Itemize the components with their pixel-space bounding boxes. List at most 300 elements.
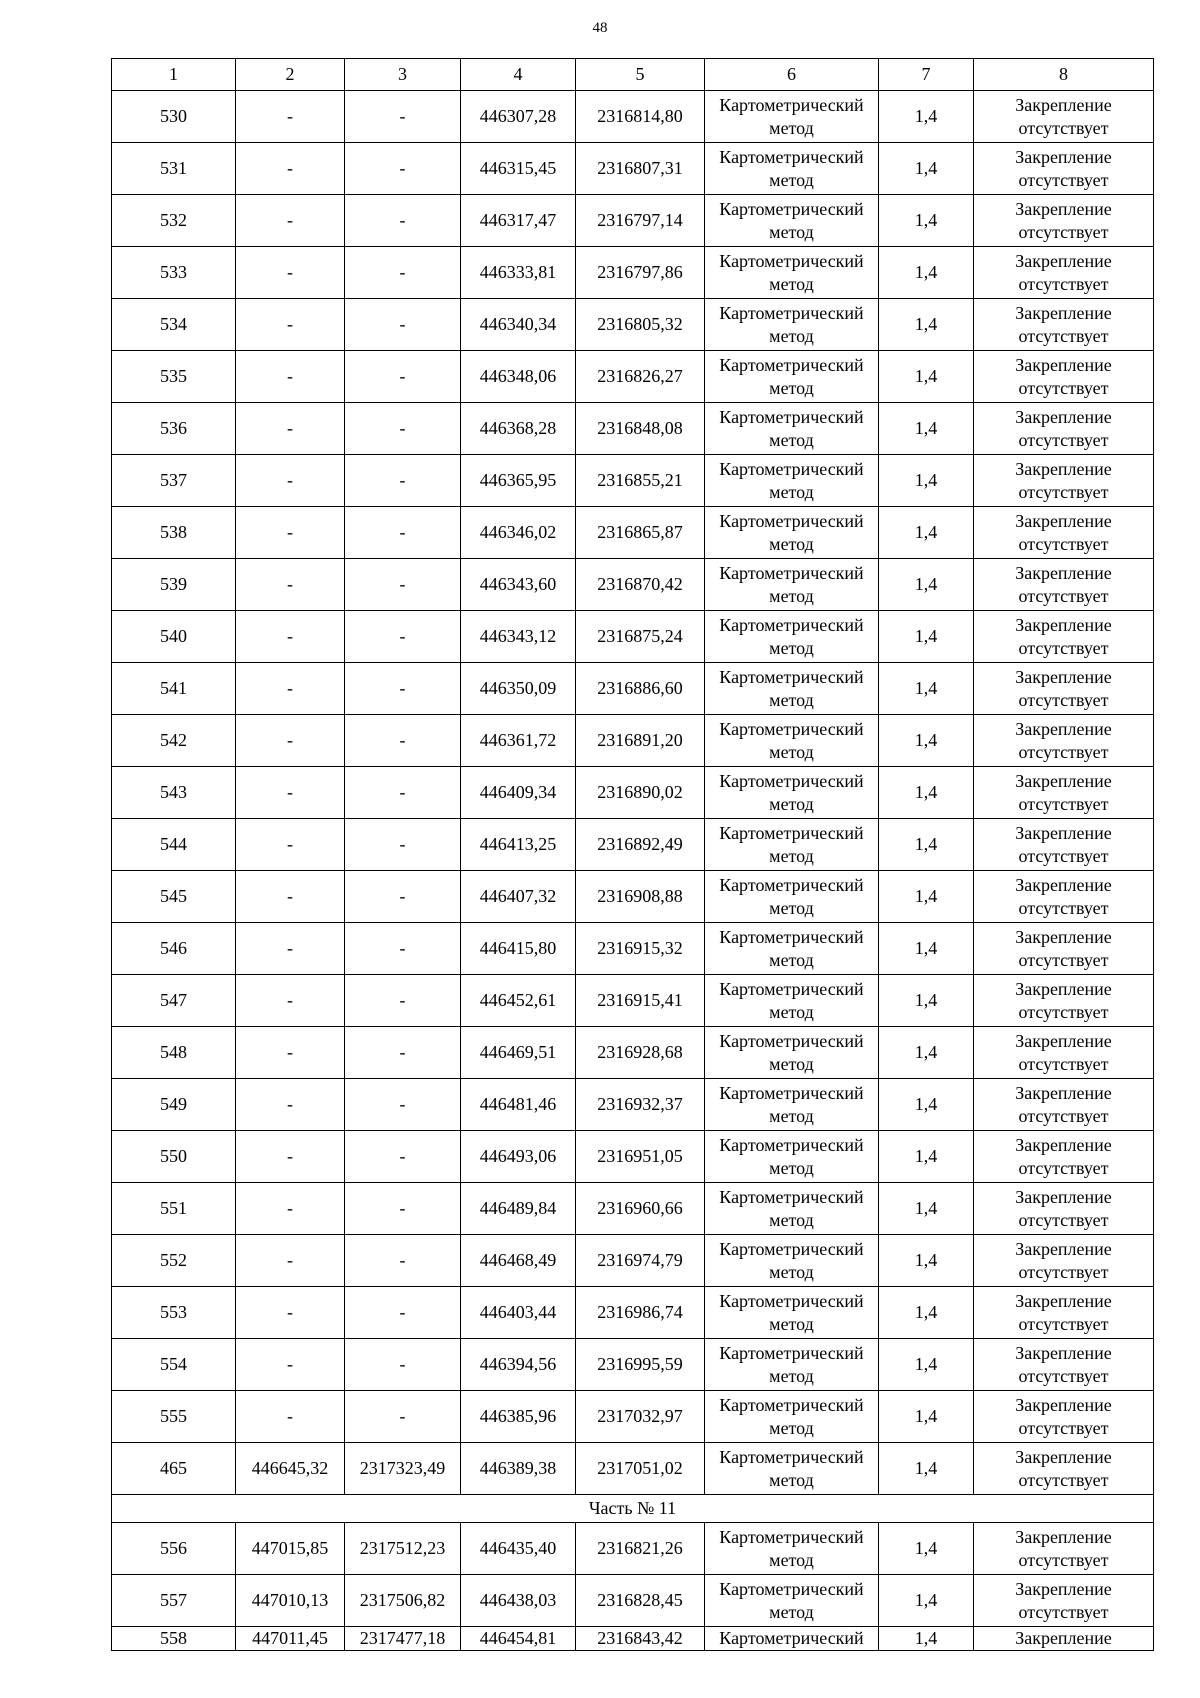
- new-x: 446452,61: [461, 975, 576, 1027]
- table-row: [112, 143, 1154, 195]
- new-x: 446415,80: [461, 923, 576, 975]
- old-y: -: [345, 1027, 461, 1079]
- new-y: 2316805,32: [576, 299, 705, 351]
- table-row: [112, 351, 1154, 403]
- accuracy-cell: 1,4: [879, 403, 974, 455]
- method-cell-line: метод: [769, 481, 814, 502]
- table-row: [112, 455, 1154, 507]
- old-y: -: [345, 559, 461, 611]
- old-y: -: [345, 143, 461, 195]
- fixation-cell-line: отсутствует: [1018, 1549, 1109, 1570]
- new-x: 446348,06: [461, 351, 576, 403]
- method-cell: [705, 1131, 879, 1183]
- fixation-cell-line: отсутствует: [1018, 897, 1109, 918]
- old-x: -: [236, 143, 345, 195]
- point-number: 533: [112, 247, 236, 299]
- old-y: -: [345, 351, 461, 403]
- new-x: 446343,60: [461, 559, 576, 611]
- column-header: 8: [974, 59, 1154, 91]
- point-number: 541: [112, 663, 236, 715]
- method-cell-line: Картометрический: [719, 1030, 864, 1051]
- new-x: 446481,46: [461, 1079, 576, 1131]
- fixation-cell: [974, 247, 1154, 299]
- accuracy-cell: 1,4: [879, 351, 974, 403]
- method-cell-line: метод: [769, 793, 814, 814]
- new-y: 2316932,37: [576, 1079, 705, 1131]
- new-y: 2316828,45: [576, 1575, 705, 1627]
- accuracy-cell: 1,4: [879, 195, 974, 247]
- method-cell: [705, 923, 879, 975]
- fixation-cell-line: Закрепление: [1015, 1030, 1112, 1051]
- old-x: 447015,85: [236, 1523, 345, 1575]
- fixation-cell-line: отсутствует: [1018, 1365, 1109, 1386]
- method-cell-line: Картометрический: [719, 562, 864, 583]
- accuracy-cell: 1,4: [879, 455, 974, 507]
- old-x: -: [236, 1287, 345, 1339]
- method-cell: [705, 1235, 879, 1287]
- table-row: [112, 1391, 1154, 1443]
- point-number: 546: [112, 923, 236, 975]
- column-header: 4: [461, 59, 576, 91]
- new-y: 2316915,32: [576, 923, 705, 975]
- old-y: -: [345, 923, 461, 975]
- fixation-cell-line: Закрепление: [1015, 562, 1112, 583]
- method-cell-line: Картометрический: [719, 1238, 864, 1259]
- accuracy-cell: 1,4: [879, 923, 974, 975]
- old-y: -: [345, 767, 461, 819]
- fixation-cell-line: Закрепление: [1015, 1446, 1112, 1467]
- fixation-cell-line: отсутствует: [1018, 793, 1109, 814]
- method-cell: [705, 1027, 879, 1079]
- fixation-cell-line: Закрепление: [1015, 458, 1112, 479]
- old-y: -: [345, 403, 461, 455]
- method-cell-line: метод: [769, 741, 814, 762]
- table-row: [112, 975, 1154, 1027]
- method-cell: [705, 1339, 879, 1391]
- method-cell-line: метод: [769, 1105, 814, 1126]
- new-y: 2316960,66: [576, 1183, 705, 1235]
- new-x: 446385,96: [461, 1391, 576, 1443]
- fixation-cell: [974, 663, 1154, 715]
- method-cell-line: Картометрический: [719, 146, 864, 167]
- method-cell-line: метод: [769, 1601, 814, 1622]
- point-number: 555: [112, 1391, 236, 1443]
- method-cell-line: Картометрический: [719, 1186, 864, 1207]
- method-cell-line: метод: [769, 689, 814, 710]
- method-cell-line: метод: [769, 1001, 814, 1022]
- old-y: -: [345, 715, 461, 767]
- old-x: -: [236, 923, 345, 975]
- fixation-cell-line: Закрепление: [1015, 1082, 1112, 1103]
- old-y: -: [345, 195, 461, 247]
- fixation-cell-line: отсутствует: [1018, 637, 1109, 658]
- fixation-cell-line: отсутствует: [1018, 1469, 1109, 1490]
- old-y: -: [345, 455, 461, 507]
- table-row: [112, 1339, 1154, 1391]
- table-row: [112, 611, 1154, 663]
- accuracy-cell: 1,4: [879, 611, 974, 663]
- fixation-cell-line: Закрепление: [1015, 1578, 1112, 1599]
- method-cell-line: метод: [769, 1549, 814, 1570]
- point-number: 556: [112, 1523, 236, 1575]
- point-number: 540: [112, 611, 236, 663]
- method-cell-line: Картометрический: [719, 406, 864, 427]
- method-cell: [705, 1523, 879, 1575]
- old-x: -: [236, 1027, 345, 1079]
- table-row: [112, 559, 1154, 611]
- old-x: -: [236, 195, 345, 247]
- column-header: 7: [879, 59, 974, 91]
- old-x: -: [236, 1339, 345, 1391]
- table-row: [112, 819, 1154, 871]
- new-x: 446333,81: [461, 247, 576, 299]
- new-y: 2316875,24: [576, 611, 705, 663]
- old-y: -: [345, 663, 461, 715]
- new-y: 2316855,21: [576, 455, 705, 507]
- point-number: 536: [112, 403, 236, 455]
- method-cell: [705, 559, 879, 611]
- point-number: 545: [112, 871, 236, 923]
- accuracy-cell: 1,4: [879, 1627, 974, 1651]
- method-cell-line: Картометрический: [719, 250, 864, 271]
- method-cell: [705, 1183, 879, 1235]
- table-row: [112, 923, 1154, 975]
- fixation-cell: [974, 767, 1154, 819]
- point-number: 547: [112, 975, 236, 1027]
- coordinates-table: [111, 58, 1154, 1651]
- fixation-cell-line: отсутствует: [1018, 169, 1109, 190]
- method-cell-line: Картометрический: [719, 1578, 864, 1599]
- table-row: [112, 1443, 1154, 1495]
- new-x: 446389,38: [461, 1443, 576, 1495]
- fixation-cell: [974, 715, 1154, 767]
- accuracy-cell: 1,4: [879, 1391, 974, 1443]
- accuracy-cell: 1,4: [879, 1523, 974, 1575]
- old-x: -: [236, 91, 345, 143]
- fixation-cell-line: Закрепление: [1015, 770, 1112, 791]
- method-cell-line: Картометрический: [719, 718, 864, 739]
- old-x: -: [236, 975, 345, 1027]
- fixation-cell: [974, 611, 1154, 663]
- accuracy-cell: 1,4: [879, 1443, 974, 1495]
- method-cell: [705, 247, 879, 299]
- fixation-cell-line: Закрепление: [1015, 302, 1112, 323]
- method-cell: [705, 871, 879, 923]
- new-y: 2316995,59: [576, 1339, 705, 1391]
- old-x: -: [236, 611, 345, 663]
- method-cell-line: Картометрический: [719, 978, 864, 999]
- accuracy-cell: 1,4: [879, 1287, 974, 1339]
- fixation-cell: [974, 923, 1154, 975]
- accuracy-cell: 1,4: [879, 1183, 974, 1235]
- fixation-cell: [974, 1523, 1154, 1575]
- method-cell: [705, 351, 879, 403]
- method-cell-line: Картометрический: [719, 94, 864, 115]
- new-y: 2316848,08: [576, 403, 705, 455]
- method-cell-line: Картометрический: [719, 302, 864, 323]
- new-x: 446365,95: [461, 455, 576, 507]
- fixation-cell-line: отсутствует: [1018, 949, 1109, 970]
- old-x: -: [236, 1183, 345, 1235]
- new-y: 2316974,79: [576, 1235, 705, 1287]
- method-cell: [705, 91, 879, 143]
- fixation-cell-line: отсутствует: [1018, 741, 1109, 762]
- old-y: -: [345, 611, 461, 663]
- column-header: 5: [576, 59, 705, 91]
- fixation-cell-line: отсутствует: [1018, 689, 1109, 710]
- fixation-cell-line: Закрепление: [1015, 510, 1112, 531]
- accuracy-cell: 1,4: [879, 299, 974, 351]
- new-y: 2316890,02: [576, 767, 705, 819]
- method-cell-line: Картометрический: [719, 458, 864, 479]
- point-number: 531: [112, 143, 236, 195]
- new-y: 2316807,31: [576, 143, 705, 195]
- method-cell-line: метод: [769, 377, 814, 398]
- old-y: -: [345, 247, 461, 299]
- method-cell: [705, 455, 879, 507]
- fixation-cell-line: отсутствует: [1018, 1157, 1109, 1178]
- point-number: 465: [112, 1443, 236, 1495]
- new-x: 446346,02: [461, 507, 576, 559]
- fixation-cell-line: Закрепление: [1015, 978, 1112, 999]
- old-x: -: [236, 819, 345, 871]
- method-cell-line: Картометрический: [719, 354, 864, 375]
- fixation-cell: [974, 1183, 1154, 1235]
- old-x: -: [236, 1079, 345, 1131]
- table-row: [112, 1131, 1154, 1183]
- fixation-cell-line: отсутствует: [1018, 429, 1109, 450]
- fixation-cell-line: отсутствует: [1018, 273, 1109, 294]
- method-cell-line: метод: [769, 429, 814, 450]
- point-number: 544: [112, 819, 236, 871]
- method-cell-line: метод: [769, 273, 814, 294]
- table-row: [112, 767, 1154, 819]
- table-row: [112, 871, 1154, 923]
- old-x: 447011,45: [236, 1627, 345, 1651]
- new-x: 446361,72: [461, 715, 576, 767]
- old-y: 2317506,82: [345, 1575, 461, 1627]
- section-label: Часть № 11: [112, 1495, 1154, 1523]
- column-header: 2: [236, 59, 345, 91]
- point-number: 530: [112, 91, 236, 143]
- fixation-cell-line: Закрепление: [1015, 250, 1112, 271]
- table-row: [112, 715, 1154, 767]
- fixation-cell-line: отсутствует: [1018, 533, 1109, 554]
- method-cell-line: метод: [769, 1417, 814, 1438]
- accuracy-cell: 1,4: [879, 1339, 974, 1391]
- accuracy-cell: 1,4: [879, 663, 974, 715]
- old-x: -: [236, 663, 345, 715]
- method-cell-line: метод: [769, 637, 814, 658]
- fixation-cell: [974, 1339, 1154, 1391]
- new-y: 2316797,86: [576, 247, 705, 299]
- method-cell-line: метод: [769, 1209, 814, 1230]
- new-y: 2316870,42: [576, 559, 705, 611]
- fixation-cell-line: отсутствует: [1018, 377, 1109, 398]
- new-y: 2316843,42: [576, 1627, 705, 1651]
- method-cell-line: метод: [769, 897, 814, 918]
- table-row: [112, 91, 1154, 143]
- method-cell: [705, 1443, 879, 1495]
- point-number: 535: [112, 351, 236, 403]
- accuracy-cell: 1,4: [879, 975, 974, 1027]
- old-y: 2317477,18: [345, 1627, 461, 1651]
- new-x: 446438,03: [461, 1575, 576, 1627]
- method-cell-line: Картометрический: [719, 1446, 864, 1467]
- accuracy-cell: 1,4: [879, 819, 974, 871]
- fixation-cell: [974, 507, 1154, 559]
- method-cell: [705, 507, 879, 559]
- point-number: 534: [112, 299, 236, 351]
- fixation-cell-line: Закрепление: [1015, 1290, 1112, 1311]
- method-cell: [705, 403, 879, 455]
- table-row: [112, 403, 1154, 455]
- method-cell-line: метод: [769, 1313, 814, 1334]
- old-y: -: [345, 1235, 461, 1287]
- new-x: 446469,51: [461, 1027, 576, 1079]
- old-x: -: [236, 1235, 345, 1287]
- fixation-cell-line: отсутствует: [1018, 1601, 1109, 1622]
- fixation-cell-line: Закрепление: [1015, 822, 1112, 843]
- point-number: 549: [112, 1079, 236, 1131]
- fixation-cell-line: Закрепление: [1015, 94, 1112, 115]
- point-number: 532: [112, 195, 236, 247]
- new-y: 2316891,20: [576, 715, 705, 767]
- new-y: 2316797,14: [576, 195, 705, 247]
- old-x: -: [236, 767, 345, 819]
- method-cell-line: метод: [769, 1261, 814, 1282]
- fixation-cell-line: отсутствует: [1018, 1209, 1109, 1230]
- fixation-cell: [974, 1235, 1154, 1287]
- fixation-cell-line: Закрепление: [1015, 406, 1112, 427]
- table-row: [112, 247, 1154, 299]
- new-y: 2317051,02: [576, 1443, 705, 1495]
- old-x: -: [236, 871, 345, 923]
- accuracy-cell: 1,4: [879, 1131, 974, 1183]
- fixation-cell: [974, 1027, 1154, 1079]
- method-cell: [705, 715, 879, 767]
- new-x: 446489,84: [461, 1183, 576, 1235]
- method-cell-line: метод: [769, 845, 814, 866]
- table-row: [112, 299, 1154, 351]
- fixation-cell: [974, 195, 1154, 247]
- old-x: -: [236, 247, 345, 299]
- method-cell-line: метод: [769, 117, 814, 138]
- fixation-cell: [974, 143, 1154, 195]
- fixation-cell-line: Закрепление: [1015, 1238, 1112, 1259]
- method-cell: [705, 1391, 879, 1443]
- accuracy-cell: 1,4: [879, 1235, 974, 1287]
- old-x: -: [236, 559, 345, 611]
- new-x: 446409,34: [461, 767, 576, 819]
- point-number: 542: [112, 715, 236, 767]
- new-x: 446407,32: [461, 871, 576, 923]
- accuracy-cell: 1,4: [879, 767, 974, 819]
- method-cell: [705, 767, 879, 819]
- fixation-cell: [974, 871, 1154, 923]
- fixation-cell: Закрепление: [974, 1627, 1154, 1651]
- method-cell-line: метод: [769, 949, 814, 970]
- fixation-cell: [974, 1131, 1154, 1183]
- point-number: 558: [112, 1627, 236, 1651]
- fixation-cell: [974, 91, 1154, 143]
- accuracy-cell: 1,4: [879, 143, 974, 195]
- new-y: 2316886,60: [576, 663, 705, 715]
- new-x: 446343,12: [461, 611, 576, 663]
- table-row: [112, 1183, 1154, 1235]
- column-header: 6: [705, 59, 879, 91]
- method-cell-line: метод: [769, 169, 814, 190]
- new-x: 446403,44: [461, 1287, 576, 1339]
- new-y: 2316951,05: [576, 1131, 705, 1183]
- new-x: 446315,45: [461, 143, 576, 195]
- fixation-cell: [974, 1079, 1154, 1131]
- old-y: -: [345, 1183, 461, 1235]
- old-x: -: [236, 351, 345, 403]
- table-row: [112, 195, 1154, 247]
- table-row: [112, 1027, 1154, 1079]
- fixation-cell: [974, 299, 1154, 351]
- method-cell-line: Картометрический: [719, 770, 864, 791]
- section-row: [112, 1495, 1154, 1523]
- fixation-cell-line: Закрепление: [1015, 874, 1112, 895]
- fixation-cell: [974, 455, 1154, 507]
- fixation-cell-line: Закрепление: [1015, 1526, 1112, 1547]
- old-y: -: [345, 975, 461, 1027]
- method-cell-line: метод: [769, 1469, 814, 1490]
- fixation-cell-line: Закрепление: [1015, 718, 1112, 739]
- point-number: 548: [112, 1027, 236, 1079]
- method-cell-line: метод: [769, 1053, 814, 1074]
- fixation-cell-line: отсутствует: [1018, 1417, 1109, 1438]
- table-row: [112, 1523, 1154, 1575]
- new-y: 2316865,87: [576, 507, 705, 559]
- method-cell-line: метод: [769, 1157, 814, 1178]
- fixation-cell: [974, 403, 1154, 455]
- new-x: 446350,09: [461, 663, 576, 715]
- fixation-cell-line: отсутствует: [1018, 117, 1109, 138]
- new-x: 446307,28: [461, 91, 576, 143]
- old-x: 446645,32: [236, 1443, 345, 1495]
- accuracy-cell: 1,4: [879, 91, 974, 143]
- method-cell-line: метод: [769, 533, 814, 554]
- new-x: 446454,81: [461, 1627, 576, 1651]
- new-y: 2316814,80: [576, 91, 705, 143]
- page-number: 48: [592, 20, 608, 36]
- fixation-cell-line: Закрепление: [1015, 1342, 1112, 1363]
- new-x: 446340,34: [461, 299, 576, 351]
- fixation-cell: [974, 1443, 1154, 1495]
- fixation-cell-line: отсутствует: [1018, 221, 1109, 242]
- old-x: -: [236, 403, 345, 455]
- method-cell-line: Картометрический: [719, 1134, 864, 1155]
- fixation-cell: [974, 1575, 1154, 1627]
- fixation-cell: [974, 1287, 1154, 1339]
- fixation-cell: [974, 819, 1154, 871]
- fixation-cell-line: Закрепление: [1015, 1134, 1112, 1155]
- accuracy-cell: 1,4: [879, 715, 974, 767]
- point-number: 553: [112, 1287, 236, 1339]
- fixation-cell-line: Закрепление: [1015, 354, 1112, 375]
- point-number: 552: [112, 1235, 236, 1287]
- new-x: 446317,47: [461, 195, 576, 247]
- old-x: -: [236, 455, 345, 507]
- point-number: 537: [112, 455, 236, 507]
- old-x: 447010,13: [236, 1575, 345, 1627]
- new-x: 446394,56: [461, 1339, 576, 1391]
- method-cell: [705, 1287, 879, 1339]
- old-x: -: [236, 1131, 345, 1183]
